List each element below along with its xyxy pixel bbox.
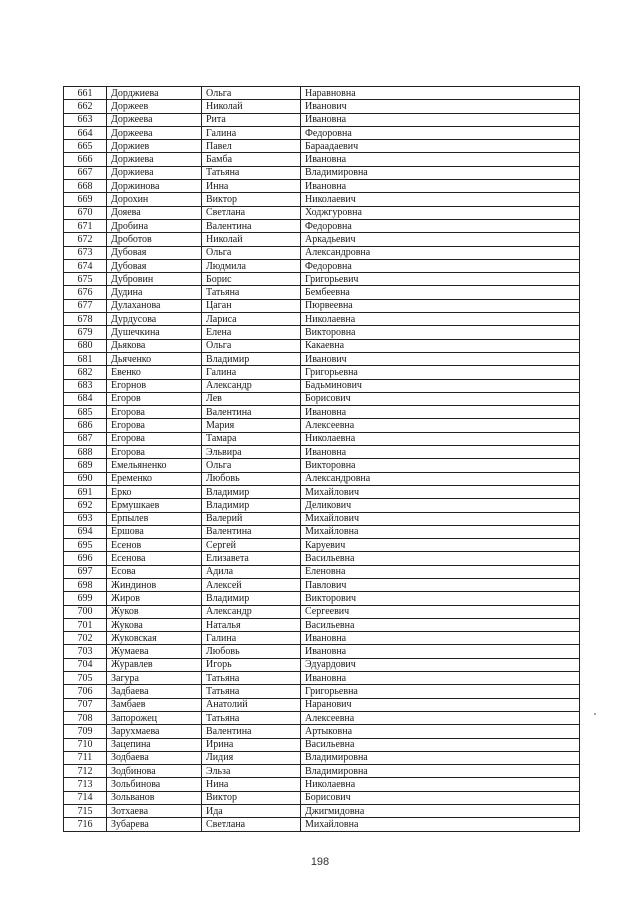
last-name-cell: Загура	[107, 672, 202, 685]
patronymic-cell: Григорьевна	[301, 366, 580, 379]
last-name-cell: Егоров	[107, 392, 202, 405]
first-name-cell: Цаган	[202, 299, 301, 312]
row-number-cell: 709	[64, 725, 107, 738]
first-name-cell: Эльза	[202, 765, 301, 778]
first-name-cell: Ольга	[202, 459, 301, 472]
patronymic-cell: Алексеевна	[301, 419, 580, 432]
first-name-cell: Любовь	[202, 472, 301, 485]
table-row	[64, 446, 580, 459]
patronymic-cell: Иванович	[301, 352, 580, 365]
first-name-cell: Галина	[202, 126, 301, 139]
row-number-cell: 680	[64, 339, 107, 352]
first-name-cell: Николай	[202, 100, 301, 113]
last-name-cell: Журавлев	[107, 658, 202, 671]
last-name-cell: Дьякова	[107, 339, 202, 352]
last-name-cell: Дорджиева	[107, 87, 202, 100]
row-number-cell: 672	[64, 233, 107, 246]
last-name-cell: Дубовая	[107, 259, 202, 272]
table-row	[64, 618, 580, 631]
last-name-cell: Доржеева	[107, 126, 202, 139]
first-name-cell: Татьяна	[202, 711, 301, 724]
table-row	[64, 339, 580, 352]
patronymic-cell: Васильевна	[301, 552, 580, 565]
table-row	[64, 725, 580, 738]
table-row	[64, 805, 580, 818]
patronymic-cell: Бараадаевич	[301, 140, 580, 153]
last-name-cell: Доржеева	[107, 113, 202, 126]
table-row	[64, 126, 580, 139]
row-number-cell: 662	[64, 100, 107, 113]
row-number-cell: 664	[64, 126, 107, 139]
table-row	[64, 711, 580, 724]
patronymic-cell: Владимировна	[301, 751, 580, 764]
last-name-cell: Ермушкаев	[107, 499, 202, 512]
row-number-cell: 679	[64, 326, 107, 339]
last-name-cell: Дояева	[107, 206, 202, 219]
patronymic-cell: Викторовна	[301, 326, 580, 339]
last-name-cell: Дьяченко	[107, 352, 202, 365]
table-row	[64, 140, 580, 153]
first-name-cell: Светлана	[202, 206, 301, 219]
row-number-cell: 693	[64, 512, 107, 525]
patronymic-cell: Владимировна	[301, 765, 580, 778]
patronymic-cell: Александровна	[301, 246, 580, 259]
row-number-cell: 710	[64, 738, 107, 751]
patronymic-cell: Борисович	[301, 791, 580, 804]
row-number-cell: 697	[64, 565, 107, 578]
row-number-cell: 665	[64, 140, 107, 153]
last-name-cell: Жукова	[107, 618, 202, 631]
last-name-cell: Есенов	[107, 539, 202, 552]
patronymic-cell: Григорьевич	[301, 273, 580, 286]
patronymic-cell: Эдуардович	[301, 658, 580, 671]
table-row	[64, 525, 580, 538]
last-name-cell: Доржеев	[107, 100, 202, 113]
last-name-cell: Дубровин	[107, 273, 202, 286]
patronymic-cell: Викторовна	[301, 459, 580, 472]
first-name-cell: Эльвира	[202, 446, 301, 459]
patronymic-cell: Ивановна	[301, 180, 580, 193]
patronymic-cell: Николаевна	[301, 778, 580, 791]
row-number-cell: 661	[64, 87, 107, 100]
last-name-cell: Жуковская	[107, 632, 202, 645]
last-name-cell: Ерко	[107, 485, 202, 498]
first-name-cell: Елена	[202, 326, 301, 339]
row-number-cell: 708	[64, 711, 107, 724]
table-row	[64, 738, 580, 751]
first-name-cell: Владимир	[202, 592, 301, 605]
row-number-cell: 681	[64, 352, 107, 365]
first-name-cell: Нина	[202, 778, 301, 791]
table-row	[64, 166, 580, 179]
first-name-cell: Светлана	[202, 818, 301, 831]
table-row	[64, 485, 580, 498]
patronymic-cell: Федоровна	[301, 259, 580, 272]
first-name-cell: Мария	[202, 419, 301, 432]
patronymic-cell: Каруевич	[301, 539, 580, 552]
patronymic-cell: Михайлович	[301, 485, 580, 498]
row-number-cell: 678	[64, 313, 107, 326]
table-row	[64, 645, 580, 658]
patronymic-cell: Наранович	[301, 698, 580, 711]
patronymic-cell: Николаевна	[301, 432, 580, 445]
row-number-cell: 669	[64, 193, 107, 206]
table-row	[64, 698, 580, 711]
first-name-cell: Инна	[202, 180, 301, 193]
row-number-cell: 690	[64, 472, 107, 485]
last-name-cell: Евенко	[107, 366, 202, 379]
row-number-cell: 687	[64, 432, 107, 445]
row-number-cell: 699	[64, 592, 107, 605]
first-name-cell: Галина	[202, 632, 301, 645]
table-row	[64, 778, 580, 791]
table-row	[64, 406, 580, 419]
row-number-cell: 683	[64, 379, 107, 392]
patronymic-cell: Борисович	[301, 392, 580, 405]
row-number-cell: 673	[64, 246, 107, 259]
row-number-cell: 701	[64, 618, 107, 631]
table-row	[64, 565, 580, 578]
last-name-cell: Еременко	[107, 472, 202, 485]
last-name-cell: Жуков	[107, 605, 202, 618]
last-name-cell: Егорова	[107, 406, 202, 419]
table-row	[64, 672, 580, 685]
row-number-cell: 702	[64, 632, 107, 645]
table-row	[64, 180, 580, 193]
first-name-cell: Виктор	[202, 193, 301, 206]
patronymic-cell: Наравновна	[301, 87, 580, 100]
table-row	[64, 605, 580, 618]
table-row	[64, 472, 580, 485]
patronymic-cell: Ивановна	[301, 446, 580, 459]
first-name-cell: Сергей	[202, 539, 301, 552]
table-row	[64, 578, 580, 591]
page-number: 198	[310, 856, 330, 868]
first-name-cell: Ольга	[202, 87, 301, 100]
names-table-body	[64, 87, 580, 832]
patronymic-cell: Васильевна	[301, 738, 580, 751]
last-name-cell: Доржиева	[107, 166, 202, 179]
first-name-cell: Владимир	[202, 485, 301, 498]
first-name-cell: Владимир	[202, 352, 301, 365]
first-name-cell: Павел	[202, 140, 301, 153]
patronymic-cell: Николаевич	[301, 193, 580, 206]
table-row	[64, 751, 580, 764]
first-name-cell: Татьяна	[202, 286, 301, 299]
table-row	[64, 539, 580, 552]
last-name-cell: Жиндинов	[107, 578, 202, 591]
first-name-cell: Рита	[202, 113, 301, 126]
first-name-cell: Борис	[202, 273, 301, 286]
patronymic-cell: Артыковна	[301, 725, 580, 738]
row-number-cell: 666	[64, 153, 107, 166]
patronymic-cell: Ивановна	[301, 406, 580, 419]
last-name-cell: Емельяненко	[107, 459, 202, 472]
row-number-cell: 694	[64, 525, 107, 538]
row-number-cell: 704	[64, 658, 107, 671]
last-name-cell: Дудина	[107, 286, 202, 299]
patronymic-cell: Бадьминович	[301, 379, 580, 392]
table-row	[64, 419, 580, 432]
row-number-cell: 682	[64, 366, 107, 379]
first-name-cell: Анатолий	[202, 698, 301, 711]
patronymic-cell: Иванович	[301, 100, 580, 113]
row-number-cell: 686	[64, 419, 107, 432]
table-row	[64, 765, 580, 778]
table-row	[64, 219, 580, 232]
table-row	[64, 392, 580, 405]
last-name-cell: Егорова	[107, 446, 202, 459]
patronymic-cell: Ивановна	[301, 645, 580, 658]
row-number-cell: 671	[64, 219, 107, 232]
table-row	[64, 552, 580, 565]
first-name-cell: Игорь	[202, 658, 301, 671]
last-name-cell: Душечкина	[107, 326, 202, 339]
patronymic-cell: Николаевна	[301, 313, 580, 326]
patronymic-cell: Федоровна	[301, 219, 580, 232]
row-number-cell: 677	[64, 299, 107, 312]
table-row	[64, 685, 580, 698]
patronymic-cell: Аркадьевич	[301, 233, 580, 246]
last-name-cell: Зодбаева	[107, 751, 202, 764]
table-row	[64, 87, 580, 100]
first-name-cell: Валерий	[202, 512, 301, 525]
first-name-cell: Татьяна	[202, 685, 301, 698]
row-number-cell: 688	[64, 446, 107, 459]
row-number-cell: 707	[64, 698, 107, 711]
row-number-cell: 692	[64, 499, 107, 512]
patronymic-cell: Ходжгуровна	[301, 206, 580, 219]
scan-speck	[594, 713, 596, 715]
patronymic-cell: Александровна	[301, 472, 580, 485]
last-name-cell: Дубовая	[107, 246, 202, 259]
table-row	[64, 100, 580, 113]
last-name-cell: Есова	[107, 565, 202, 578]
patronymic-cell: Ивановна	[301, 153, 580, 166]
last-name-cell: Дулаханова	[107, 299, 202, 312]
first-name-cell: Любовь	[202, 645, 301, 658]
table-row	[64, 818, 580, 831]
row-number-cell: 668	[64, 180, 107, 193]
last-name-cell: Замбаев	[107, 698, 202, 711]
last-name-cell: Зацепина	[107, 738, 202, 751]
patronymic-cell: Павлович	[301, 578, 580, 591]
row-number-cell: 705	[64, 672, 107, 685]
table-row	[64, 791, 580, 804]
table-row	[64, 259, 580, 272]
patronymic-cell: Деликович	[301, 499, 580, 512]
last-name-cell: Зодбинова	[107, 765, 202, 778]
patronymic-cell: Пюрвеевна	[301, 299, 580, 312]
last-name-cell: Зарухмаева	[107, 725, 202, 738]
patronymic-cell: Джигмидовна	[301, 805, 580, 818]
last-name-cell: Зубарева	[107, 818, 202, 831]
row-number-cell: 667	[64, 166, 107, 179]
row-number-cell: 706	[64, 685, 107, 698]
table-row	[64, 153, 580, 166]
last-name-cell: Зольбинова	[107, 778, 202, 791]
table-row	[64, 206, 580, 219]
row-number-cell: 689	[64, 459, 107, 472]
first-name-cell: Ида	[202, 805, 301, 818]
table-row	[64, 512, 580, 525]
first-name-cell: Валентина	[202, 219, 301, 232]
table-row	[64, 326, 580, 339]
patronymic-cell: Григорьевна	[301, 685, 580, 698]
table-row	[64, 592, 580, 605]
row-number-cell: 670	[64, 206, 107, 219]
last-name-cell: Егорова	[107, 432, 202, 445]
table-row	[64, 379, 580, 392]
patronymic-cell: Ивановна	[301, 672, 580, 685]
first-name-cell: Виктор	[202, 791, 301, 804]
table-row	[64, 658, 580, 671]
table-row	[64, 273, 580, 286]
patronymic-cell: Ивановна	[301, 632, 580, 645]
first-name-cell: Елизавета	[202, 552, 301, 565]
first-name-cell: Валентина	[202, 525, 301, 538]
table-row	[64, 632, 580, 645]
row-number-cell: 712	[64, 765, 107, 778]
row-number-cell: 684	[64, 392, 107, 405]
last-name-cell: Запорожец	[107, 711, 202, 724]
patronymic-cell: Федоровна	[301, 126, 580, 139]
patronymic-cell: Васильевна	[301, 618, 580, 631]
first-name-cell: Александр	[202, 379, 301, 392]
first-name-cell: Ирина	[202, 738, 301, 751]
row-number-cell: 691	[64, 485, 107, 498]
last-name-cell: Ерпылев	[107, 512, 202, 525]
patronymic-cell: Ивановна	[301, 113, 580, 126]
first-name-cell: Галина	[202, 366, 301, 379]
last-name-cell: Есенова	[107, 552, 202, 565]
row-number-cell: 700	[64, 605, 107, 618]
patronymic-cell: Какаевна	[301, 339, 580, 352]
first-name-cell: Ольга	[202, 339, 301, 352]
last-name-cell: Зольванов	[107, 791, 202, 804]
row-number-cell: 685	[64, 406, 107, 419]
row-number-cell: 698	[64, 578, 107, 591]
last-name-cell: Жиров	[107, 592, 202, 605]
patronymic-cell: Викторович	[301, 592, 580, 605]
table-row	[64, 286, 580, 299]
row-number-cell: 713	[64, 778, 107, 791]
table-row	[64, 246, 580, 259]
last-name-cell: Ершова	[107, 525, 202, 538]
patronymic-cell: Бембеевна	[301, 286, 580, 299]
patronymic-cell: Сергеевич	[301, 605, 580, 618]
first-name-cell: Николай	[202, 233, 301, 246]
first-name-cell: Людмила	[202, 259, 301, 272]
first-name-cell: Бамба	[202, 153, 301, 166]
first-name-cell: Лев	[202, 392, 301, 405]
last-name-cell: Дроботов	[107, 233, 202, 246]
first-name-cell: Татьяна	[202, 672, 301, 685]
patronymic-cell: Алексеевна	[301, 711, 580, 724]
last-name-cell: Дробина	[107, 219, 202, 232]
patronymic-cell: Михайловна	[301, 525, 580, 538]
row-number-cell: 675	[64, 273, 107, 286]
table-row	[64, 113, 580, 126]
row-number-cell: 714	[64, 791, 107, 804]
first-name-cell: Александр	[202, 605, 301, 618]
table-row	[64, 313, 580, 326]
patronymic-cell: Михайлович	[301, 512, 580, 525]
row-number-cell: 676	[64, 286, 107, 299]
first-name-cell: Тамара	[202, 432, 301, 445]
last-name-cell: Доржинова	[107, 180, 202, 193]
row-number-cell: 715	[64, 805, 107, 818]
first-name-cell: Валентина	[202, 725, 301, 738]
first-name-cell: Наталья	[202, 618, 301, 631]
last-name-cell: Зотхаева	[107, 805, 202, 818]
table-row	[64, 459, 580, 472]
last-name-cell: Дурдусова	[107, 313, 202, 326]
last-name-cell: Жумаева	[107, 645, 202, 658]
row-number-cell: 696	[64, 552, 107, 565]
row-number-cell: 674	[64, 259, 107, 272]
first-name-cell: Лариса	[202, 313, 301, 326]
first-name-cell: Адила	[202, 565, 301, 578]
first-name-cell: Владимир	[202, 499, 301, 512]
first-name-cell: Алексей	[202, 578, 301, 591]
row-number-cell: 703	[64, 645, 107, 658]
row-number-cell: 716	[64, 818, 107, 831]
last-name-cell: Доржиева	[107, 153, 202, 166]
patronymic-cell: Владимировна	[301, 166, 580, 179]
table-row	[64, 352, 580, 365]
table-row	[64, 193, 580, 206]
last-name-cell: Дорохин	[107, 193, 202, 206]
patronymic-cell: Михайловна	[301, 818, 580, 831]
names-table	[63, 86, 580, 832]
table-row	[64, 299, 580, 312]
last-name-cell: Доржиев	[107, 140, 202, 153]
first-name-cell: Валентина	[202, 406, 301, 419]
table-row	[64, 432, 580, 445]
first-name-cell: Татьяна	[202, 166, 301, 179]
first-name-cell: Лидия	[202, 751, 301, 764]
last-name-cell: Задбаева	[107, 685, 202, 698]
last-name-cell: Егорнов	[107, 379, 202, 392]
row-number-cell: 711	[64, 751, 107, 764]
row-number-cell: 663	[64, 113, 107, 126]
row-number-cell: 695	[64, 539, 107, 552]
table-row	[64, 233, 580, 246]
table-row	[64, 366, 580, 379]
table-row	[64, 499, 580, 512]
patronymic-cell: Еленовна	[301, 565, 580, 578]
first-name-cell: Ольга	[202, 246, 301, 259]
last-name-cell: Егорова	[107, 419, 202, 432]
